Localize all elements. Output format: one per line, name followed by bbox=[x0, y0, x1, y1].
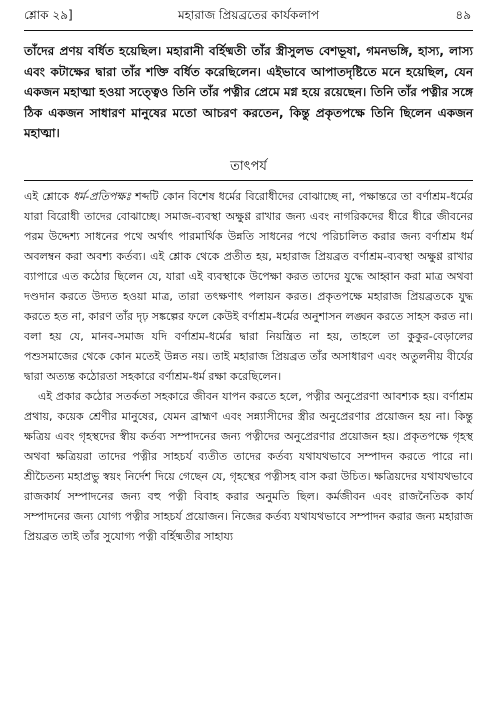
running-header bbox=[24, 0, 473, 31]
purport-paragraph: এই প্রকার কঠোর সতর্কতা সহকারে জীবন যাপন করতে হলে, পত্নীর অনুপ্রেরণা আবশ্যক হয়। বর্ণাশ্রম প্রথায়, কয়েক শ্রেণীর মানুষের, যেমন ব্রাহ্মণ এবং সন্ন্যাসীদের স্ত্রীর অনুপ্রেরণার প্রয়োজন হয় না। কিন্তু ক্ষত্রিয় এবং গৃহস্থদের স্বীয় কর্তব্য সম্পাদনের জন্য পত্নীদের অনুপ্রেরণার প্রয়োজন হয়। প্রকৃতপক্ষে গৃহস্থ অথবা ক্ষত্রিয়রা তাদের পত্নীর সাহচর্য ব্যতীত তাদের কর্তব্য যথাযথভাবে সম্পাদন করতে পারে না। শ্রীচৈতন্য মহাপ্রভু স্বয়ং নির্দেশ দিয়ে গেছেন যে, গৃহস্থের পত্নীসহ বাস করা উচিত। ক্ষত্রিয়দের যথাযথভাবে রাজকার্য সম্পাদনের জন্য বহু পত্নী বিবাহ করার অনুমতি ছিল। কর্মজীবন এবং রাজনৈতিক কার্য সম্পাদনের জন্য যোগ্য পত্নীর সাহচর্য প্রয়োজন। নিজের কর্তব্য যথাযথভাবে সম্পাদন করার জন্য মহারাজ প্রিয়ব্রত তাই তাঁর সুযোগ্য পত্নী বর্হিষ্মতীর সাহায্য bbox=[24, 389, 473, 543]
purport-body bbox=[24, 187, 473, 547]
purport-heading: তাৎপর্য bbox=[230, 158, 267, 174]
purport-paragraph-text: শব্দটি কোন বিশেষ ধর্মের বিরোধীদের বোঝাচ্ছে না, পক্ষান্তরে তা বর্ণাশ্রম-ধর্মের যারা বিরোধী তাদের বোঝাচ্ছে। সমাজ-ব্যবস্থা অক্ষুণ্ণ রাখার জন্য এবং নাগরিকদের ধীরে ধীরে জীবনের পরম উদ্দেশ্য সাধনের পথে অর্থাৎ পারমার্থিক উন্নতি সাধনের পথে পরিচালিত করার জন্য বর্ণাশ্রম ধর্ম অবলম্বন করা অবশ্য কর্তব্য। এই শ্লোক থেকে প্রতীত হয়, মহারাজ প্রিয়ব্রত বর্ণাশ্রম-ব্যবস্থা অক্ষুণ্ণ রাখার ব্যাপারে এত কঠোর ছিলেন যে, যারা এই ব্যবস্থাকে উপেক্ষা করত তাদের যুদ্ধে আহ্বান করা মাত্র অথবা দণ্ডদান করতে উদ্যত হওয়া মাত্র, তারা তৎক্ষণাৎ পলায়ন করত। প্রকৃতপক্ষে মহারাজ প্রিয়ব্রতকে যুদ্ধ করতে হত না, কারণ তাঁর দৃঢ় সঙ্কল্পের ফলে কেউই বর্ণাশ্রম-ধর্মের অনুশাসন লঙ্ঘন করতে সাহস করত না। বলা হয় যে, মানব-সমাজ যদি বর্ণাশ্রম-ধর্মের দ্বারা নিয়ন্ত্রিত না হয়, তাহলে তা কুকুর-বেড়ালের পশুসমাজের থেকে কোন মতেই উন্নত নয়। তাই মহারাজ প্রিয়ব্রত তাঁর অসাধারণ এবং অতুলনীয় বীর্যের দ্বারা অত্যন্ত কঠোরতা সহকারে বর্ণাশ্রম-ধর্ম রক্ষা করেছিলেন। bbox=[24, 189, 473, 383]
chapter-title: মহারাজ প্রিয়ব্রতের কার্যকলাপ bbox=[177, 8, 320, 22]
purport-paragraph bbox=[24, 187, 473, 387]
purport-paragraph-prefix: এই শ্লোকে bbox=[24, 189, 74, 203]
page-number: ৪৯ bbox=[455, 8, 471, 22]
purport-divider bbox=[24, 180, 473, 181]
verse-reference: শ্লোক ২৯] bbox=[24, 8, 73, 22]
sanskrit-term: ধর্ম-প্রতিপক্ষঃ bbox=[73, 189, 132, 203]
verse-translation: তাঁদের প্রণয় বর্ধিত হয়েছিল। মহারানী বর্হিষ্মতী তাঁর স্ত্রীসুলভ বেশভূষা, গমনভঙ্গি, হাস্য, লাস্য এবং কটাক্ষের দ্বারা তাঁর শক্তি বর্ধিত করেছিলেন। এইভাবে আপাতদৃষ্টিতে মনে হয়েছিল, যেন একজন মহাত্মা হওয়া সত্ত্বেও তিনি তাঁর পত্নীর প্রেমে মগ্ন হয়ে রয়েছেন। তিনি তাঁর পত্নীর সঙ্গে ঠিক একজন সাধারণ মানুষের মতো আচরণ করতেন, কিন্তু প্রকৃতপক্ষে তিনি ছিলেন একজন মহাত্মা। bbox=[24, 44, 473, 140]
